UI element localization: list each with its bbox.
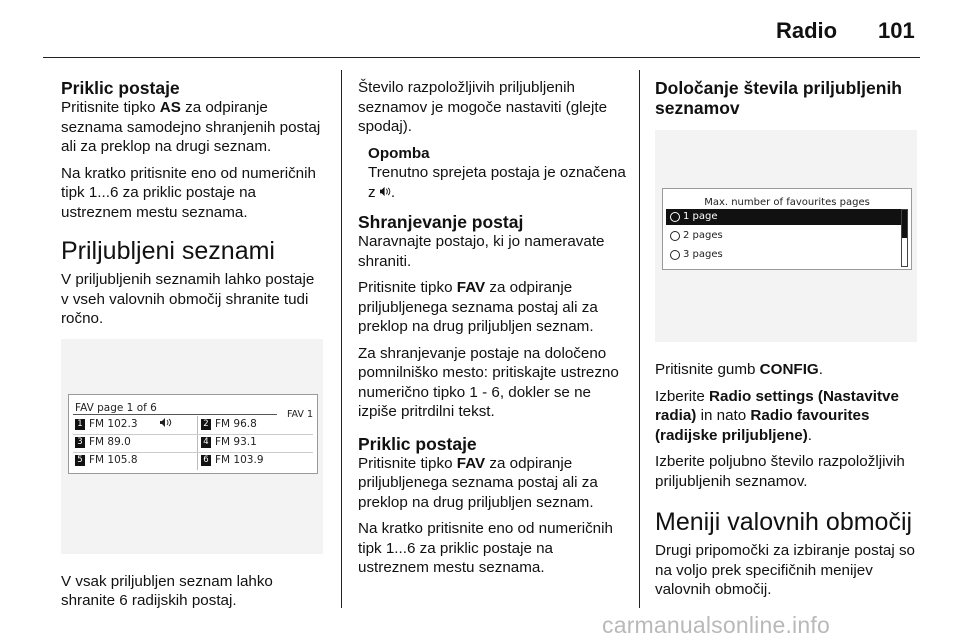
heading-priklic-postaje: Priklic postaje: [61, 78, 180, 98]
paragraph: V priljubljenih seznamih lahko postaje v vseh valovnih območij shranite tudi ročno.: [61, 271, 315, 327]
paragraph: Na kratko pritisnite eno od numeričnih tipk 1...6 za priklic postaje na ustreznem mestu seznama.: [61, 164, 316, 221]
paragraph: Naravnajte postajo, ki jo nameravate shraniti.: [358, 233, 605, 270]
paragraph: Na kratko pritisnite eno od numeričnih tipk 1...6 za priklic postaje na ustreznem mestu seznama.: [358, 520, 613, 576]
header-rule: [43, 57, 920, 58]
column-1: [61, 78, 326, 618]
running-title: Radio: [776, 18, 838, 43]
radio-icon: [670, 212, 680, 222]
fav-screen-title: FAV page 1 of 6: [75, 401, 157, 414]
option-1-page[interactable]: 1 page: [666, 209, 902, 225]
paragraph: Drugi pripomočki za izbiranje postaj so na voljo prek specifičnih menijev valovnih območij.: [655, 542, 915, 598]
note: Opomba Trenutno sprejeta postaja je označena z .: [368, 144, 626, 201]
max-favourites-title: Max. number of favourites pages: [704, 197, 870, 208]
fav-slot-2: 2 FM 96.8: [201, 418, 257, 432]
note-text: Trenutno sprejeta postaja je označena z: [368, 164, 626, 201]
fav-slot-4: 4 FM 93.1: [201, 436, 257, 450]
note-title: Opomba: [368, 144, 430, 162]
page-number: 101: [878, 18, 915, 43]
heading-shranjevanje-postaj: Shranjevanje postaj: [358, 212, 524, 232]
key-as: AS: [159, 99, 181, 116]
fav-slot-5: 5 FM 105.8: [75, 454, 138, 468]
column-3: [655, 78, 923, 607]
paragraph: Izberite Radio settings (Nastavitve radia) in nato Radio favourites (radijske priljubljene).: [655, 387, 899, 444]
grid-divider: [197, 416, 198, 470]
key-fav: FAV: [456, 279, 486, 296]
fav-screen-illustration: [61, 339, 323, 554]
menu-radio-favourites: Radio favourites (radijske priljubljene): [655, 407, 870, 444]
paragraph: Pritisnite tipko FAV za odpiranje priljubljenega seznama postaj ali za preklop na drug priljubljen seznam.: [358, 454, 598, 511]
paragraph: Za shranjevanje postaje na določeno pomnilniško mesto: pritiskajte ustrezno numerično tipko 1 - 6, dokler se ne izpiše pritrdilni tekst.: [358, 344, 619, 420]
scrollbar-thumb[interactable]: [902, 210, 907, 238]
heading-priklic-postaje-2: Priklic postaje: [358, 433, 477, 454]
option-2-pages[interactable]: 2 pages: [666, 228, 902, 244]
fav-slot-1: 1 FM 102.3: [75, 418, 172, 432]
watermark: carmanualsonline.info: [602, 612, 830, 638]
paragraph: Pritisnite tipko FAV za odpiranje priljubljenega seznama postaj ali za preklop na drug priljubljen seznam.: [358, 279, 598, 335]
max-favourites-screen: [662, 188, 912, 270]
column-divider-2: [639, 70, 640, 608]
radio-icon: [670, 250, 680, 260]
key-fav: FAV: [456, 454, 486, 472]
column-divider-1: [341, 70, 342, 608]
heading-dolocanje-stevila: Določanje števila priljubljenih seznamov: [655, 78, 902, 118]
fav-slot-6: 6 FM 103.9: [201, 454, 264, 468]
speaker-icon: [160, 415, 172, 435]
section-title-meniji: Meniji valovnih območij: [655, 508, 913, 536]
paragraph: Število razpoložljivih priljubljenih seznamov je mogoče nastaviti (glejte spodaj).: [358, 79, 608, 135]
column-2: [358, 78, 626, 585]
paragraph: V vsak priljubljen seznam lahko shranite 6 radijskih postaj.: [61, 572, 273, 609]
fav-tab-label: FAV 1: [286, 408, 313, 420]
option-3-pages[interactable]: 3 pages: [666, 247, 902, 263]
paragraph: Pritisnite gumb CONFIG.: [655, 361, 823, 378]
scrollbar[interactable]: [901, 209, 908, 267]
key-config: CONFIG: [759, 361, 819, 378]
paragraph: Izberite poljubno število razpoložljivih priljubljenih seznamov.: [655, 453, 905, 490]
section-title-priljubljeni-seznami: Priljubljeni seznami: [61, 237, 275, 265]
max-favourites-illustration: [655, 130, 917, 342]
speaker-icon: [380, 184, 391, 201]
fav-screen: [68, 394, 318, 474]
fav-slot-3: 3 FM 89.0: [75, 436, 131, 450]
radio-icon: [670, 231, 680, 241]
menu-radio-settings: Radio settings (Nastavitve radia): [655, 387, 899, 424]
paragraph: Pritisnite tipko AS za odpiranje seznama samodejno shranjenih postaj ali za preklop na drugi seznam.: [61, 99, 321, 155]
